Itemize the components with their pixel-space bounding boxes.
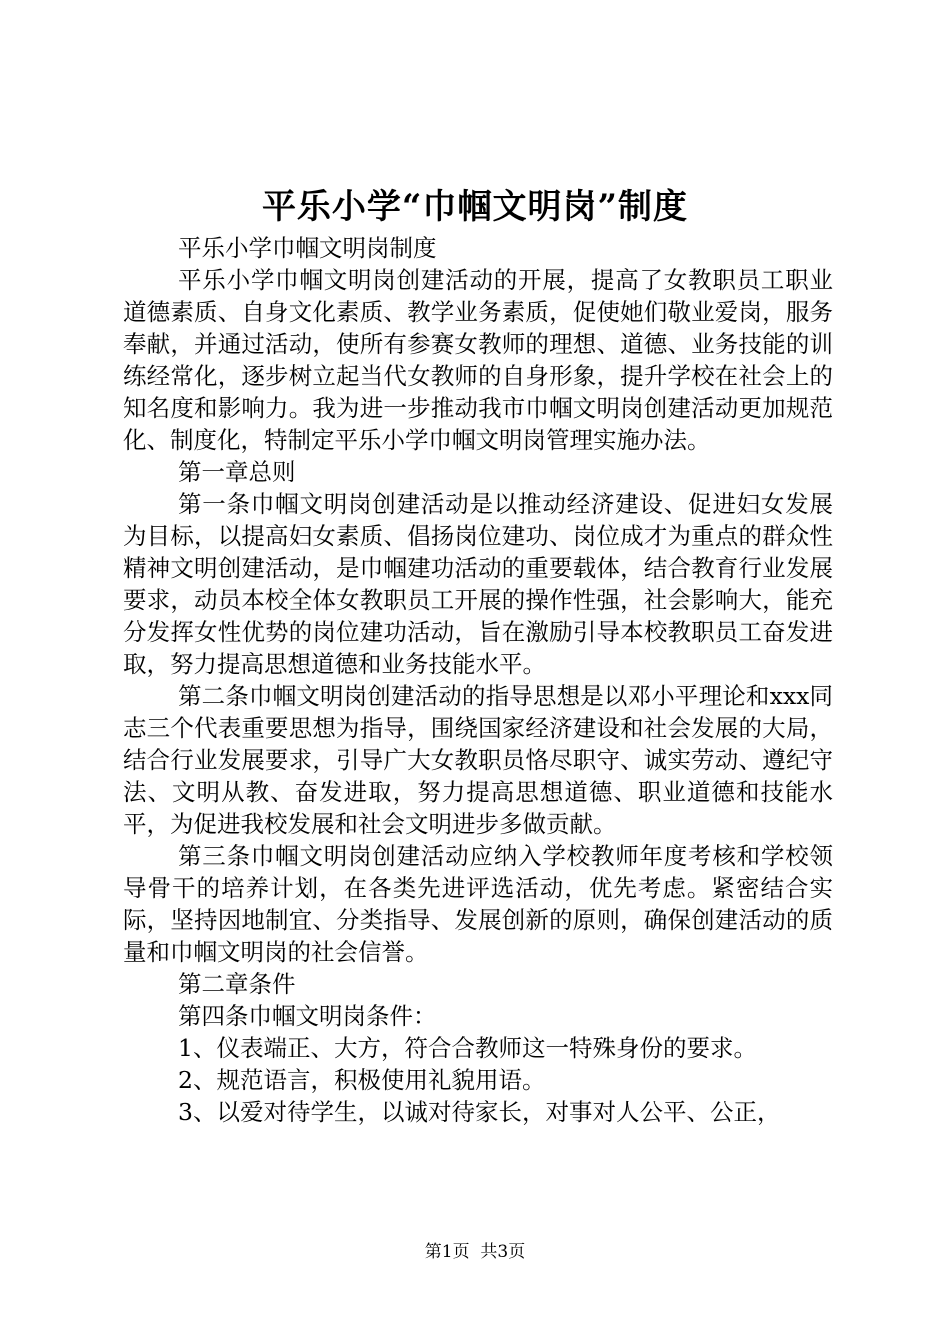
paragraph-intro: 平乐小学巾帼文明岗创建活动的开展，提高了女教职员工职业道德素质、自身文化素质、教学业务素质，促使她们敬业爱岗，服务奉献，并通过活动，使所有参赛女教师的理想、道德、业务技能的训练经常化，逐步树立起当代女教师的自身形象，提升学校在社会上的知名度和影响力。我为进一步推动我市巾帼文明岗创建活动更加规范化、制度化，特制定平乐小学巾帼文明岗管理实施办法。 [123, 266, 833, 454]
article-paragraph: 第三条巾帼文明岗创建活动应纳入学校教师年度考核和学校领导骨干的培养计划，在各类先进评选活动，优先考虑。紧密结合实际，坚持因地制宜、分类指导、发展创新的原则，确保创建活动的质量和巾帼文明岗的社会信誉。 [123, 842, 833, 966]
paragraph-subtitle: 平乐小学巾帼文明岗制度 [178, 234, 437, 262]
article-paragraph: 第四条巾帼文明岗条件： [178, 1002, 437, 1030]
chapter-heading: 第二章条件 [178, 970, 296, 998]
page-number: 第1页 [424, 1242, 470, 1262]
list-item: 3、以爱对待学生，以诚对待家长，对事对人公平、公正， [178, 1098, 781, 1126]
article-paragraph: 第二条巾帼文明岗创建活动的指导思想是以邓小平理论和xxx同志三个代表重要思想为指导，围绕国家经济建设和社会发展的大局，结合行业发展要求，引导广大女教职员恪尽职守、诚实劳动、遵纪守法、文明从教、奋发进取，努力提高思想道德、职业道德和技能水平，为促进我校发展和社会文明进步多做贡献。 [123, 682, 833, 838]
list-item: 1、仪表端正、大方，符合合教师这一特殊身份的要求。 [178, 1034, 757, 1062]
document-title: 平乐小学“巾帼文明岗”制度 [261, 187, 689, 227]
chapter-heading: 第一章总则 [178, 458, 296, 486]
list-item: 2、规范语言，积极使用礼貌用语。 [178, 1066, 546, 1094]
page-footer [0, 1240, 950, 1264]
page-total: 共3页 [480, 1242, 526, 1262]
article-paragraph: 第一条巾帼文明岗创建活动是以推动经济建设、促进妇女发展为目标，以提高妇女素质、倡扬岗位建功、岗位成才为重点的群众性精神文明创建活动，是巾帼建功活动的重要载体，结合教育行业发展要求，动员本校全体女教职员工开展的操作性强，社会影响大，能充分发挥女性优势的岗位建功活动，旨在激励引导本校教职员工奋发进取，努力提高思想道德和业务技能水平。 [123, 490, 833, 678]
document-body [123, 232, 833, 1128]
